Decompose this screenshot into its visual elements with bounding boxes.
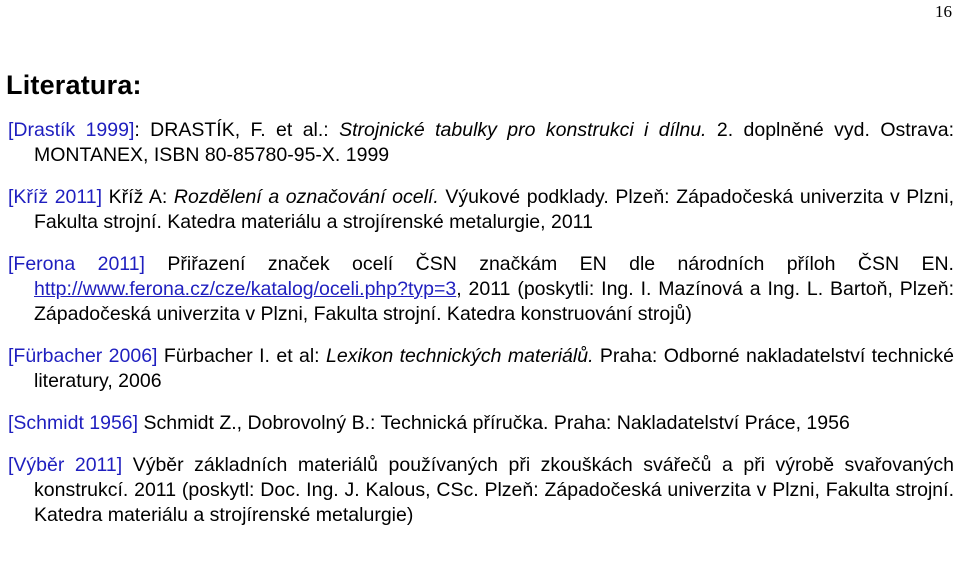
reference-tag: [Ferona 2011] <box>8 253 145 275</box>
reference-text: : DRASTÍK, F. et al.: <box>134 119 340 141</box>
reference-text: Přiřazení značek ocelí ČSN značkám EN dle národních příloh ČSN EN. <box>144 253 954 275</box>
reference-title: Strojnické tabulky pro konstrukci i dílnu. <box>339 119 707 141</box>
reference-link[interactable]: http://www.ferona.cz/cze/katalog/oceli.php?typ=3 <box>34 278 457 300</box>
reference-tag: [Schmidt 1956] <box>8 412 139 434</box>
reference-tag: [Fürbacher 2006] <box>8 345 158 367</box>
reference-text: , 2011 (poskytli: Ing. I. Mazínová a Ing. L. Bartoň, Plzeň: Západočeská univerzita v Plzni, Fakulta strojní. Katedra konstruování strojů) <box>34 278 954 325</box>
reference-text: Schmidt Z., Dobrovolný B.: Technická příručka. Praha: Nakladatelství Práce, 1956 <box>138 412 850 434</box>
reference-text: Kříž A: <box>102 186 174 208</box>
reference-tag: [Výběr 2011] <box>8 454 123 476</box>
reference-item <box>8 185 954 235</box>
page-number: 16 <box>935 2 952 21</box>
reference-item <box>8 411 954 436</box>
reference-text: Výběr základních materiálů používaných při zkouškách svářečů a při výrobě svařovaných konstrukcí. 2011 (poskytl: Doc. Ing. J. Kalous, CSc. Plzeň: Západočeská univerzita v Plzni, Fakulta strojní. Katedra materiálu a strojírenské metalurgie) <box>34 454 954 526</box>
reference-item <box>8 252 954 327</box>
reference-title: Lexikon technických materiálů. <box>326 345 594 367</box>
reference-text: Fürbacher I. et al: <box>157 345 326 367</box>
reference-list <box>8 118 954 528</box>
reference-item <box>8 453 954 528</box>
reference-tag: [Drastík 1999] <box>8 119 135 141</box>
reference-text: Praha: Odborné nakladatelství technické literatury, 2006 <box>34 345 955 392</box>
reference-text: 2. doplněné vyd. Ostrava: MONTANEX, ISBN 80-85780-95-X. 1999 <box>34 119 955 166</box>
reference-item <box>8 118 954 168</box>
reference-text: Výukové podklady. Plzeň: Západočeská univerzita v Plzni, Fakulta strojní. Katedra materiálu a strojírenské metalurgie, 2011 <box>34 186 954 233</box>
reference-item <box>8 344 954 394</box>
reference-title: Rozdělení a označování ocelí. <box>173 186 439 208</box>
page-heading: Literatura: <box>6 70 142 100</box>
reference-tag: [Kříž 2011] <box>8 186 103 208</box>
